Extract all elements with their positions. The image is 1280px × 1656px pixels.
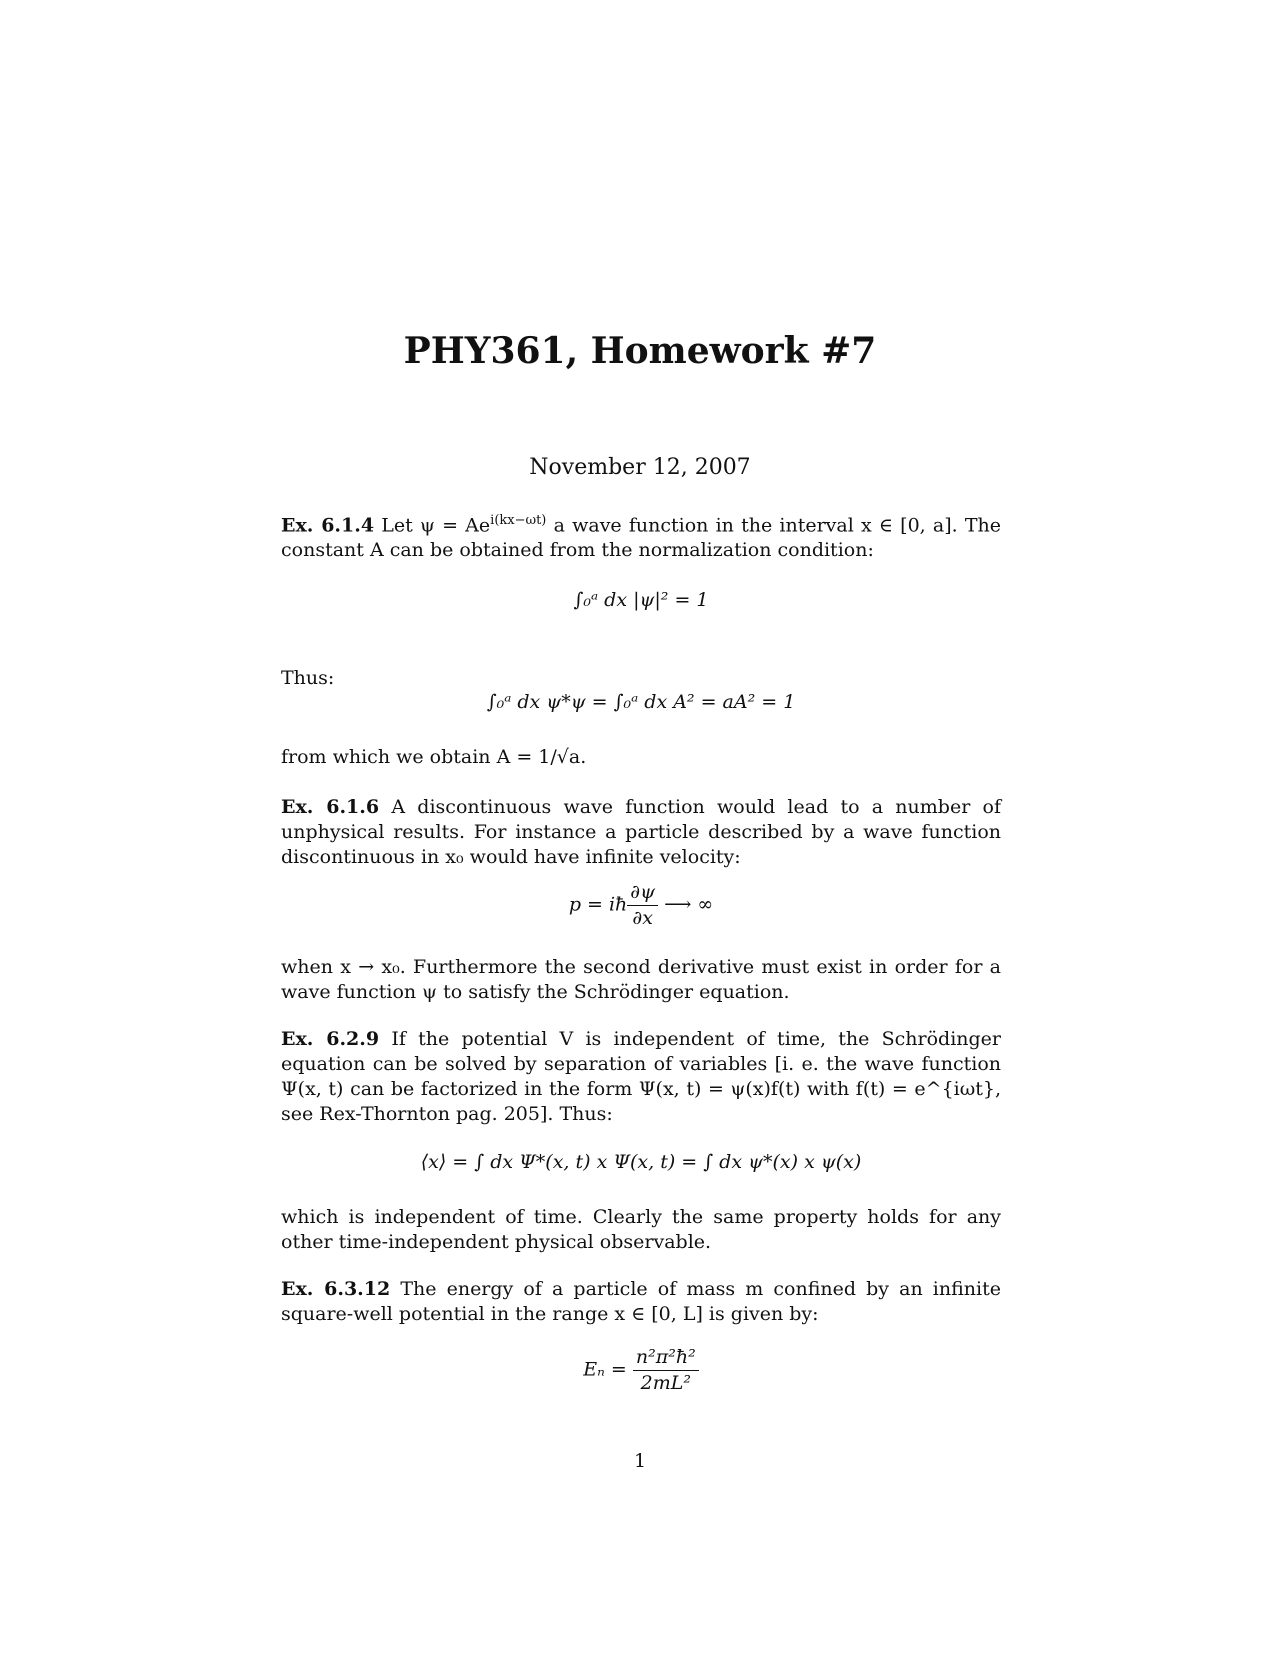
energy-numerator: n²π²ħ²: [633, 1345, 699, 1371]
page-number: 1: [633, 1450, 647, 1472]
ex-614-paragraph: [281, 508, 1001, 563]
energy-equation: [281, 1345, 1001, 1396]
ex-616-label: Ex. 6.1.6: [281, 796, 380, 818]
ex-614-result: from which we obtain A = 1/√a.: [281, 746, 587, 768]
normalization-integral-equation: ∫₀ᵃ dx ψ*ψ = ∫₀ᵃ dx A² = aA² = 1: [486, 691, 796, 713]
energy-fraction: [633, 1345, 699, 1396]
momentum-denominator: ∂x: [632, 907, 653, 929]
normalization-equation: ∫₀ᵃ dx |ψ|² = 1: [573, 589, 709, 611]
thus-label: Thus:: [281, 667, 335, 689]
page-title: PHY361, Homework #7: [403, 330, 877, 372]
ex-629-label: Ex. 6.2.9: [281, 1028, 380, 1050]
ex-614-label: Ex. 6.1.4: [281, 514, 375, 537]
ex-629-text: If the potential V is independent of time, the Schrödinger equation can be solved by separation of variables [i. e. the wave function Ψ(x, t) can be factorized in the form Ψ(x, t) = ψ(x)f(t) with f(t) = e^{iωt}, see Rex-Thornton pag. 205]. Thus:: [281, 1028, 1002, 1125]
energy-denominator: 2mL²: [640, 1372, 691, 1394]
ex-614-text-rest: a wave function in the interval x ∈ [0, a]. The constant A can be obtained from the normalization condition:: [281, 514, 1002, 562]
ex-614-exponent: i(kx−ωt): [490, 513, 547, 528]
ex-629-after: which is independent of time. Clearly the same property holds for any other time-independent physical observable.: [281, 1206, 1001, 1253]
ex-6312-label: Ex. 6.3.12: [281, 1278, 391, 1300]
momentum-lhs: p = iħ: [568, 893, 628, 916]
document-date: November 12, 2007: [529, 455, 751, 480]
momentum-fraction: [627, 880, 658, 931]
ex-616-after: when x → x₀. Furthermore the second derivative must exist in order for a wave function ψ to satisfy the Schrödinger equation.: [281, 956, 1001, 1003]
ex-616-text: A discontinuous wave function would lead to a number of unphysical results. For instance a particle described by a wave function discontinuous in x₀ would have infinite velocity:: [281, 796, 1001, 868]
momentum-equation: [281, 880, 1001, 931]
ex-6312-paragraph: [281, 1277, 1001, 1327]
energy-lhs: Eₙ =: [583, 1358, 627, 1381]
ex-6312-text: The energy of a particle of mass m confined by an infinite square-well potential in the range x ∈ [0, L] is given by:: [281, 1278, 1001, 1325]
ex-629-paragraph: [281, 1027, 1001, 1127]
expectation-value-equation: ⟨x⟩ = ∫ dx Ψ*(x, t) x Ψ(x, t) = ∫ dx ψ*(x) x ψ(x): [420, 1151, 862, 1173]
ex-614-text-start: Let ψ = Ae: [381, 514, 491, 537]
ex-616-paragraph: [281, 795, 1001, 870]
momentum-numerator: ∂ψ: [627, 880, 658, 906]
momentum-limit: ⟶ ∞: [664, 893, 714, 916]
